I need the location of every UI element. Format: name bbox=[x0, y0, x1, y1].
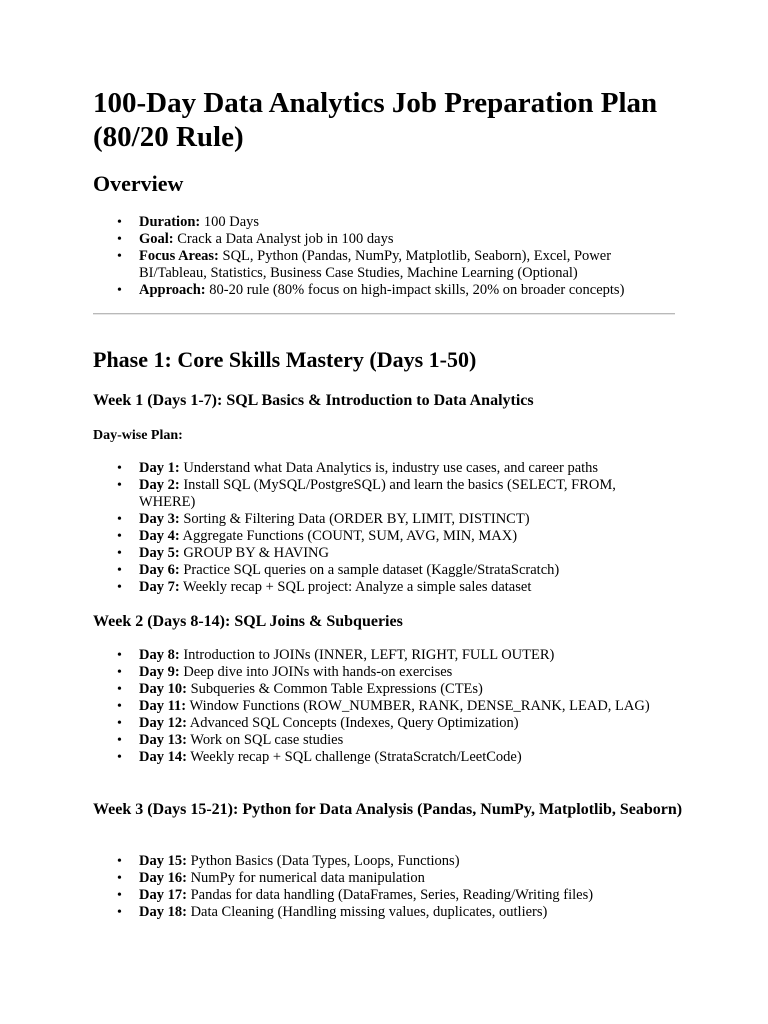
list-item: • Day 11: Window Functions (ROW_NUMBER, RANK, DENSE_RANK, LEAD, LAG) bbox=[93, 698, 663, 715]
list-item: • Day 3: Sorting & Filtering Data (ORDER BY, LIMIT, DISTINCT) bbox=[93, 511, 663, 528]
list-item: • Day 6: Practice SQL queries on a sample dataset (Kaggle/StrataScratch) bbox=[93, 562, 663, 579]
list-item: • Day 13: Work on SQL case studies bbox=[93, 732, 663, 749]
list-item: • Goal: Crack a Data Analyst job in 100 days bbox=[93, 231, 663, 248]
list-item: • Day 15: Python Basics (Data Types, Loops, Functions) bbox=[93, 853, 663, 870]
week1-list bbox=[93, 460, 663, 596]
list-item: • Day 18: Data Cleaning (Handling missing values, duplicates, outliers) bbox=[93, 904, 663, 921]
list-item: • Day 16: NumPy for numerical data manipulation bbox=[93, 870, 663, 887]
phase1-heading: Phase 1: Core Skills Mastery (Days 1-50) bbox=[93, 347, 477, 372]
list-item: • Day 17: Pandas for data handling (DataFrames, Series, Reading/Writing files) bbox=[93, 887, 663, 904]
list-item: • Day 8: Introduction to JOINs (INNER, LEFT, RIGHT, FULL OUTER) bbox=[93, 647, 663, 664]
week3-heading: Week 3 (Days 15-21): Python for Data Analysis (Pandas, NumPy, Matplotlib, Seaborn) bbox=[93, 801, 683, 818]
overview-heading: Overview bbox=[93, 171, 184, 196]
week2-list bbox=[93, 647, 663, 766]
list-item: • Focus Areas: SQL, Python (Pandas, NumPy, Matplotlib, Seaborn), Excel, Power BI/Tableau, Statistics, Business Case Studies, Machine Learning (Optional) bbox=[93, 248, 663, 282]
list-item: • Day 14: Weekly recap + SQL challenge (StrataScratch/LeetCode) bbox=[93, 749, 663, 766]
week1-subheading: Day-wise Plan: bbox=[93, 428, 183, 443]
list-item: • Day 10: Subqueries & Common Table Expressions (CTEs) bbox=[93, 681, 663, 698]
list-item: • Day 5: GROUP BY & HAVING bbox=[93, 545, 663, 562]
list-item: • Day 9: Deep dive into JOINs with hands-on exercises bbox=[93, 664, 663, 681]
week1-heading: Week 1 (Days 1-7): SQL Basics & Introduction to Data Analytics bbox=[93, 392, 534, 409]
list-item: • Duration: 100 Days bbox=[93, 214, 663, 231]
list-item: • Day 7: Weekly recap + SQL project: Analyze a simple sales dataset bbox=[93, 579, 663, 596]
list-item: • Day 1: Understand what Data Analytics is, industry use cases, and career paths bbox=[93, 460, 663, 477]
list-item: • Approach: 80-20 rule (80% focus on high-impact skills, 20% on broader concepts) bbox=[93, 282, 663, 299]
list-item: • Day 4: Aggregate Functions (COUNT, SUM, AVG, MIN, MAX) bbox=[93, 528, 663, 545]
list-item: • Day 2: Install SQL (MySQL/PostgreSQL) and learn the basics (SELECT, FROM, WHERE) bbox=[93, 477, 663, 511]
document-title: 100-Day Data Analytics Job Preparation Plan (80/20 Rule) bbox=[93, 87, 658, 153]
week3-list bbox=[93, 853, 663, 921]
overview-list bbox=[93, 214, 663, 299]
list-item: • Day 12: Advanced SQL Concepts (Indexes, Query Optimization) bbox=[93, 715, 663, 732]
section-divider bbox=[93, 313, 675, 315]
week2-heading: Week 2 (Days 8-14): SQL Joins & Subqueries bbox=[93, 613, 403, 630]
